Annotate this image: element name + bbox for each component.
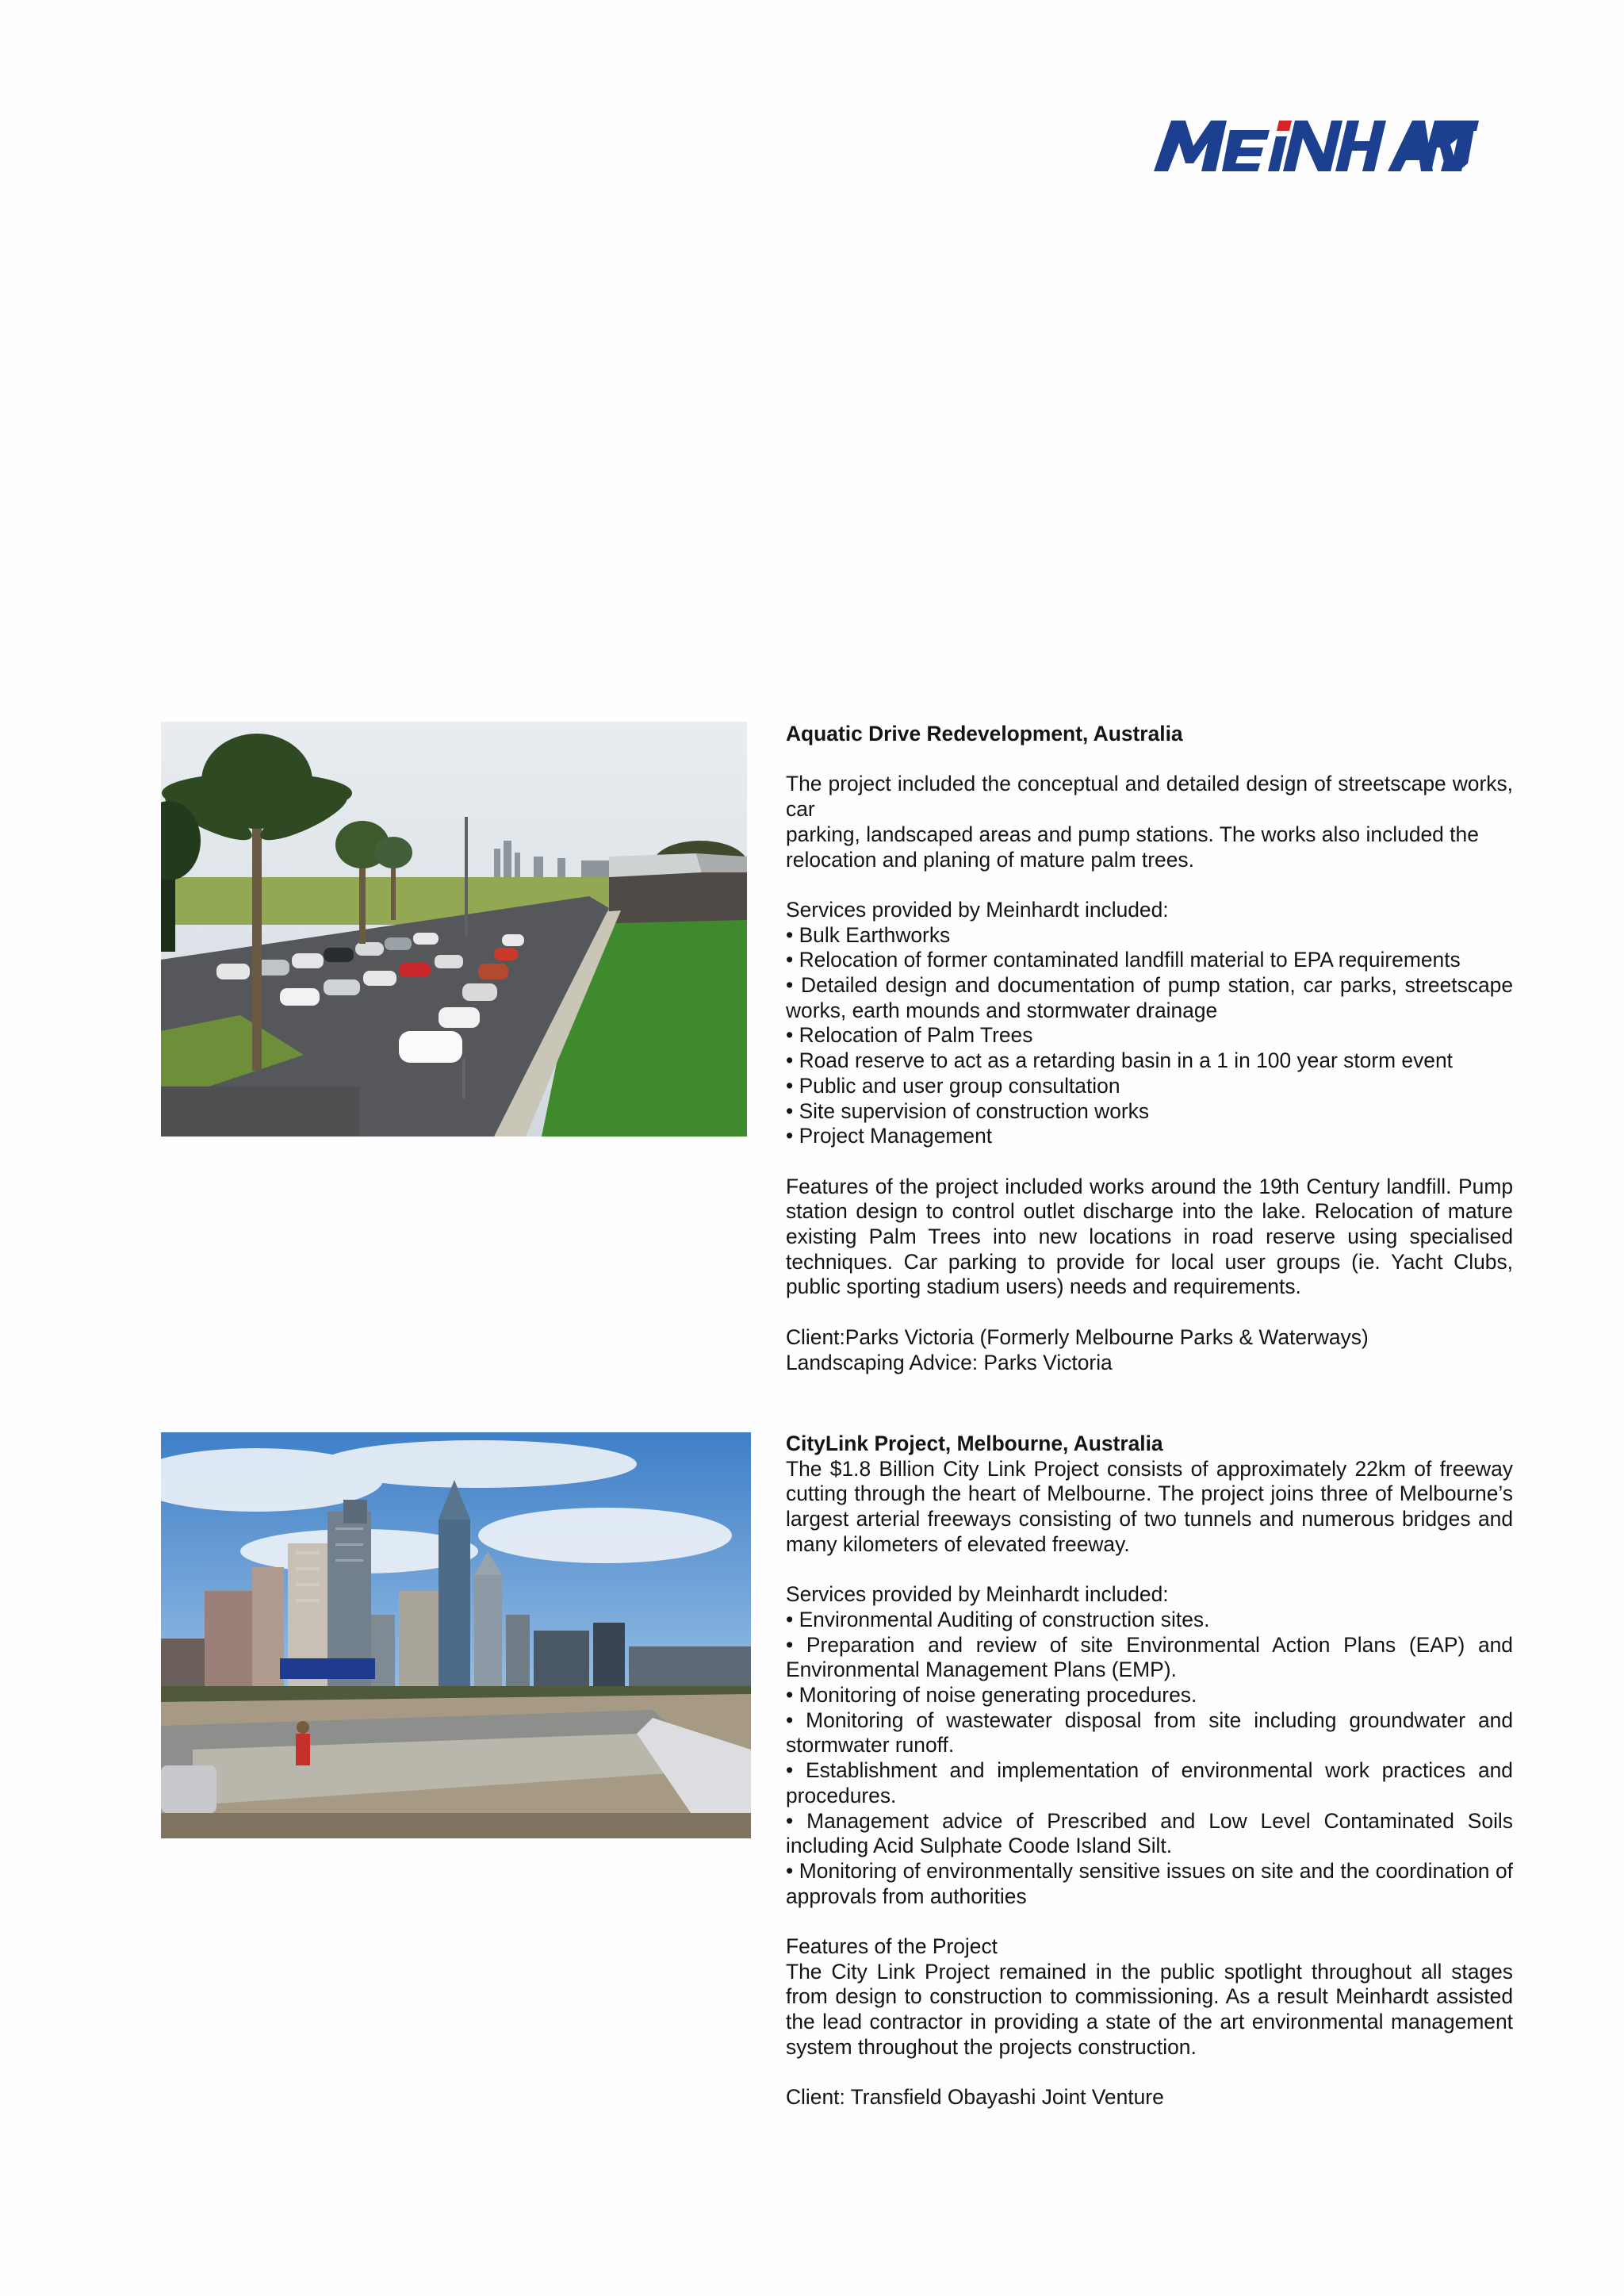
list-item: • Monitoring of noise generating procedures.: [786, 1683, 1197, 1708]
list-item: • Bulk Earthworks: [786, 922, 951, 947]
list-item: • Public and user group consultation: [786, 1073, 1120, 1098]
list-item: • Monitoring of wastewater disposal from site including groundwater and stormwater runoff.: [786, 1708, 1513, 1757]
project-landscaping: Landscaping Advice: Parks Victoria: [786, 1350, 1113, 1374]
citylink-photo: [161, 1432, 751, 1838]
list-item: • Project Management: [786, 1124, 993, 1148]
project-title: CityLink Project, Melbourne, Australia: [786, 1432, 1163, 1455]
services-list: [786, 1608, 1513, 1909]
project-client: Client:Parks Victoria (Formerly Melbourne Parks & Waterways): [786, 1324, 1369, 1349]
services-heading: Services provided by Meinhardt included:: [786, 1582, 1169, 1607]
project-title: Aquatic Drive Redevelopment, Australia: [786, 722, 1183, 746]
project-client: Client: Transfield Obayashi Joint Venture: [786, 2085, 1164, 2110]
list-item: • Establishment and implementation of environmental work practices and procedures.: [786, 1758, 1513, 1807]
aquatic-drive-photo: [161, 722, 747, 1137]
list-item: • Preparation and review of site Environmental Action Plans (EAP) and Environmental Management Plans (EMP).: [786, 1632, 1513, 1682]
list-item: • Road reserve to act as a retarding basin in a 1 in 100 year storm event: [786, 1048, 1453, 1073]
meinhardt-logo: [1154, 119, 1479, 173]
list-item: • Relocation of former contaminated landfill material to EPA requirements: [786, 948, 1461, 972]
list-item: • Monitoring of environmentally sensitive issues on site and the coordination of approvals from authorities: [786, 1858, 1513, 1908]
list-item: • Environmental Auditing of construction sites.: [786, 1607, 1210, 1631]
list-item: • Relocation of Palm Trees: [786, 1023, 1033, 1048]
project-intro-line: parking, landscaped areas and pump stations. The works also included the relocation and planing of mature palm trees.: [786, 822, 1479, 872]
services-list: [786, 923, 1513, 1149]
services-heading: Services provided by Meinhardt included:: [786, 897, 1169, 922]
project-citylink: [786, 1432, 1513, 2110]
project-features: Features of the project included works around the 19th Century landfill. Pump station design to control outlet discharge into the lake. Relocation of mature existing Palm Trees into new locations in road reserve using specialised techniques. Car parking to provide for local user groups (ie. Yacht Clubs, public sporting stadium users) needs and requirements.: [786, 1174, 1513, 1299]
list-item: • Site supervision of construction works: [786, 1098, 1150, 1123]
project-intro: The $1.8 Billion City Link Project consists of approximately 22km of freeway cutting through the heart of Melbourne. The project joins three of Melbourne’s largest arterial freeways consisting of two tunnels and numerous bridges and many kilometers of elevated freeway.: [786, 1456, 1513, 1556]
project-intro-line: The project included the conceptual and detailed design of streetscape works, car: [786, 772, 1513, 822]
project-features: The City Link Project remained in the public spotlight throughout all stages from design to construction to commissioning. As a result Meinhardt assisted the lead contractor in providing a state of the art environmental management system throughout the projects construction.: [786, 1959, 1513, 2059]
list-item: • Management advice of Prescribed and Low Level Contaminated Soils including Acid Sulphate Coode Island Silt.: [786, 1808, 1513, 1858]
features-heading: Features of the Project: [786, 1934, 998, 1959]
list-item: • Detailed design and documentation of pump station, car parks, streetscape works, earth mounds and stormwater drainage: [786, 973, 1513, 1022]
project-aquatic-drive: [786, 722, 1513, 1375]
